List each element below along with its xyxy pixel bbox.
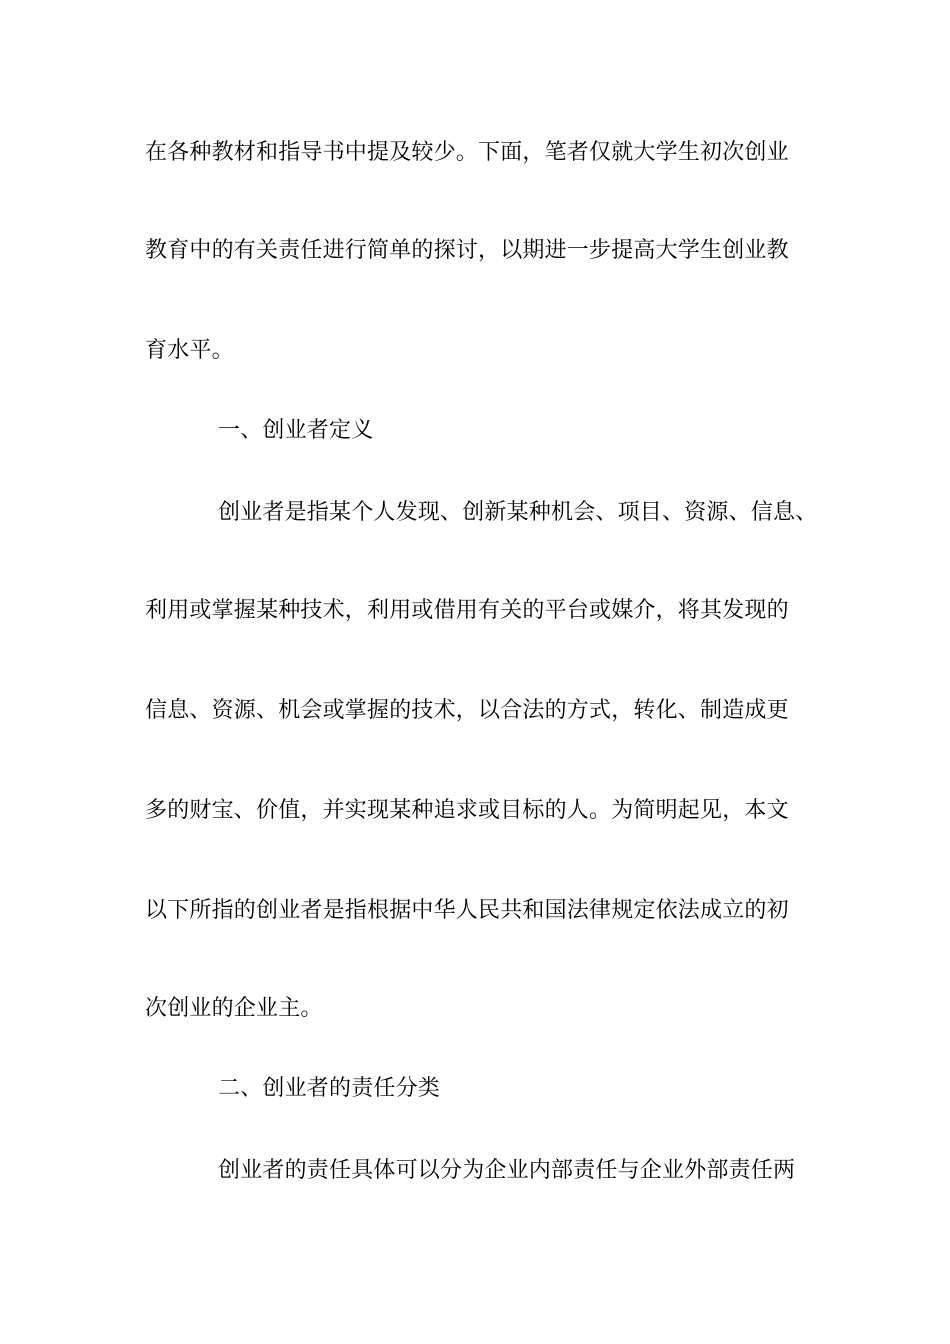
paragraph-line: 利用或掌握某种技术，利用或借用有关的平台或媒介，将其发现的	[145, 598, 789, 623]
paragraph-line: 育水平。	[145, 338, 234, 363]
section-heading-definition: 一、创业者定义	[218, 418, 374, 443]
paragraph-line: 次创业的企业主。	[145, 996, 323, 1021]
paragraph-line: 以下所指的创业者是指根据中华人民共和国法律规定依法成立的初	[145, 898, 789, 923]
paragraph-line: 创业者的责任具体可以分为企业内部责任与企业外部责任两	[218, 1158, 796, 1183]
paragraph-line: 多的财宝、价值，并实现某种追求或目标的人。为简明起见，本文	[145, 798, 789, 823]
section-heading-responsibility: 二、创业者的责任分类	[218, 1076, 441, 1101]
paragraph-line: 在各种教材和指导书中提及较少。下面，笔者仅就大学生初次创业	[145, 140, 789, 165]
paragraph-line: 创业者是指某个人发现、创新某种机会、项目、资源、信息、	[218, 500, 818, 525]
paragraph-line: 教育中的有关责任进行简单的探讨，以期进一步提高大学生创业教	[145, 238, 789, 263]
paragraph-line: 信息、资源、机会或掌握的技术，以合法的方式，转化、制造成更	[145, 698, 789, 723]
